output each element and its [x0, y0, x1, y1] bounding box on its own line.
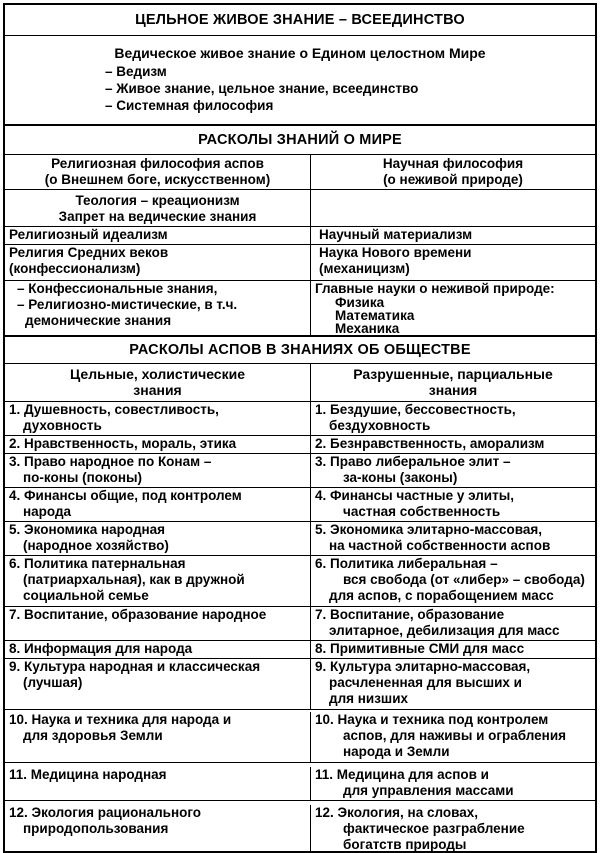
- right-cell-line: 2. Безнравственность, аморализм: [315, 436, 545, 451]
- sciences-row: [5, 281, 595, 337]
- era-row: [5, 245, 595, 281]
- left-cell-line: 3. Право народное по Конам –: [9, 454, 212, 469]
- vedic-item: – Ведизм: [105, 64, 167, 79]
- left-cell-line: 4. Финансы общие, под контролем: [9, 488, 242, 503]
- society-row: [5, 659, 595, 710]
- right-column-heading: Научная философия: [382, 156, 524, 171]
- vedic-section: [5, 36, 595, 126]
- society-row: [5, 710, 595, 763]
- science-item: Физика: [335, 295, 385, 310]
- right-cell-line: богатств природы: [343, 837, 467, 852]
- right-column-subheading: (о неживой природе): [383, 172, 523, 187]
- right-column-heading: Разрушенные, парциальные: [353, 366, 553, 382]
- left-cell-line: для здоровья Земли: [23, 728, 163, 743]
- right-cell-line: за-коны (законы): [343, 470, 458, 485]
- left-column-heading: знания: [133, 382, 182, 398]
- right-cell-line: аспов, для наживы и ограбления: [343, 728, 567, 743]
- right-cell-line: (механицизм): [319, 261, 410, 276]
- right-cell-line: на частной собственности аспов: [329, 538, 551, 553]
- right-cell-line: Наука Нового времени: [319, 245, 472, 260]
- left-cell-line: духовность: [23, 418, 102, 433]
- right-cell-line: вся свобода (от «либер» – свобода): [343, 572, 585, 587]
- split-society-heads: [5, 364, 595, 402]
- left-cell-line: 12. Экология рационального: [9, 805, 202, 820]
- right-cell-line: 10. Наука и техника под контролем: [315, 712, 549, 727]
- right-cell-line: расчлененная для высших и: [329, 675, 522, 690]
- left-cell-line: 8. Информация для народа: [9, 641, 193, 656]
- right-cell-line: для аспов, с порабощением масс: [329, 588, 554, 603]
- society-row: [5, 556, 595, 607]
- split-society-title-row: [5, 337, 595, 364]
- society-row: [5, 454, 595, 488]
- left-cell-line: 5. Экономика народная: [9, 522, 166, 537]
- vedic-heading: Ведическое живое знание о Едином целостном Мире: [114, 45, 486, 61]
- right-cell-line: 6. Политика либеральная –: [315, 556, 498, 571]
- right-cell-line: 1. Бездушие, бессовестность,: [315, 402, 516, 417]
- vedic-item: – Живое знание, цельное знание, всеединство: [105, 81, 419, 96]
- society-row: [5, 607, 595, 641]
- left-cell-line: природопользования: [23, 821, 169, 836]
- right-cell-line: бездуховность: [329, 418, 431, 433]
- right-cell-line: народа и Земли: [343, 744, 450, 759]
- left-cell-line: 1. Душевность, совестливость,: [9, 402, 219, 417]
- right-cell-line: Главные науки о неживой природе:: [315, 281, 555, 296]
- left-cell-line: 6. Политика патернальная: [9, 556, 186, 571]
- left-cell-line: по-коны (поконы): [23, 470, 143, 485]
- right-cell-line: для низших: [329, 691, 408, 706]
- left-column-heading: Религиозная философия аспов: [51, 156, 264, 171]
- left-cell-line: (лучшая): [23, 675, 83, 690]
- vedic-item: – Системная философия: [105, 98, 274, 113]
- theology-line: Запрет на ведические знания: [58, 209, 257, 224]
- left-cell-line: 2. Нравственность, мораль, этика: [9, 436, 237, 451]
- left-cell-line: 10. Наука и техника для народа и: [9, 712, 232, 727]
- left-cell-line: демонические знания: [25, 313, 172, 328]
- left-cell-line: (народное хозяйство): [23, 538, 169, 553]
- left-cell-line: – Конфессиональные знания,: [17, 281, 218, 296]
- society-row: [5, 763, 595, 801]
- left-cell-line: – Религиозно-мистические, в т.ч.: [17, 297, 238, 312]
- theology-line: Теология – креационизм: [75, 193, 240, 208]
- split-world-heads: [5, 155, 595, 190]
- right-cell-line: частная собственность: [343, 504, 501, 519]
- left-column-subheading: (о Внешнем боге, искусственном): [44, 172, 271, 187]
- theology-row: [5, 190, 595, 227]
- split-world-title-row: [5, 126, 595, 155]
- society-row: [5, 436, 595, 454]
- section-title: РАСКОЛЫ ЗНАНИЙ О МИРЕ: [198, 132, 402, 148]
- right-cell-line: 4. Финансы частные у элиты,: [315, 488, 514, 503]
- left-cell-line: 7. Воспитание, образование народное: [9, 607, 267, 622]
- left-cell-line: социальной семье: [23, 588, 149, 603]
- knowledge-table: [3, 3, 597, 853]
- left-cell-line: (патриархальная), как в дружной: [23, 572, 245, 587]
- society-row: [5, 801, 595, 851]
- right-cell-line: 5. Экономика элитарно-массовая,: [315, 522, 543, 537]
- right-cell-line: 7. Воспитание, образование: [315, 607, 505, 622]
- society-row: [5, 522, 595, 556]
- right-cell-line: 9. Культура элитарно-массовая,: [315, 659, 531, 674]
- right-cell-line: 3. Право либеральное элит –: [315, 454, 511, 469]
- science-item: Механика: [335, 321, 400, 336]
- left-cell: Религиозный идеализм: [9, 227, 168, 242]
- right-cell-line: фактическое разграбление: [343, 821, 525, 836]
- header-row: [5, 5, 595, 36]
- right-cell-line: 8. Примитивные СМИ для масс: [315, 641, 525, 656]
- left-column-heading: Цельные, холистические: [70, 366, 245, 382]
- left-cell-line: народа: [23, 504, 72, 519]
- right-cell-line: 11. Медицина для аспов и: [315, 767, 489, 782]
- society-row: [5, 488, 595, 522]
- idealism-row: [5, 227, 595, 245]
- left-cell-line: 11. Медицина народная: [9, 767, 167, 782]
- right-column-heading: знания: [428, 382, 478, 398]
- society-row: [5, 641, 595, 659]
- page-title: ЦЕЛЬНОЕ ЖИВОЕ ЗНАНИЕ – ВСЕЕДИНСТВО: [135, 12, 465, 28]
- left-cell-line: Религия Средних веков: [9, 245, 169, 260]
- right-cell-line: 12. Экология, на словах,: [315, 805, 479, 820]
- left-cell-line: (конфессионализм): [9, 261, 141, 276]
- science-item: Математика: [335, 308, 415, 323]
- society-row: [5, 402, 595, 436]
- right-cell-line: для управления массами: [343, 783, 514, 798]
- section-title: РАСКОЛЫ АСПОВ В ЗНАНИЯХ ОБ ОБЩЕСТВЕ: [129, 342, 471, 358]
- right-cell-line: элитарное, дебилизация для масс: [329, 623, 560, 638]
- left-cell-line: 9. Культура народная и классическая: [9, 659, 261, 674]
- right-cell: Научный материализм: [310, 227, 595, 244]
